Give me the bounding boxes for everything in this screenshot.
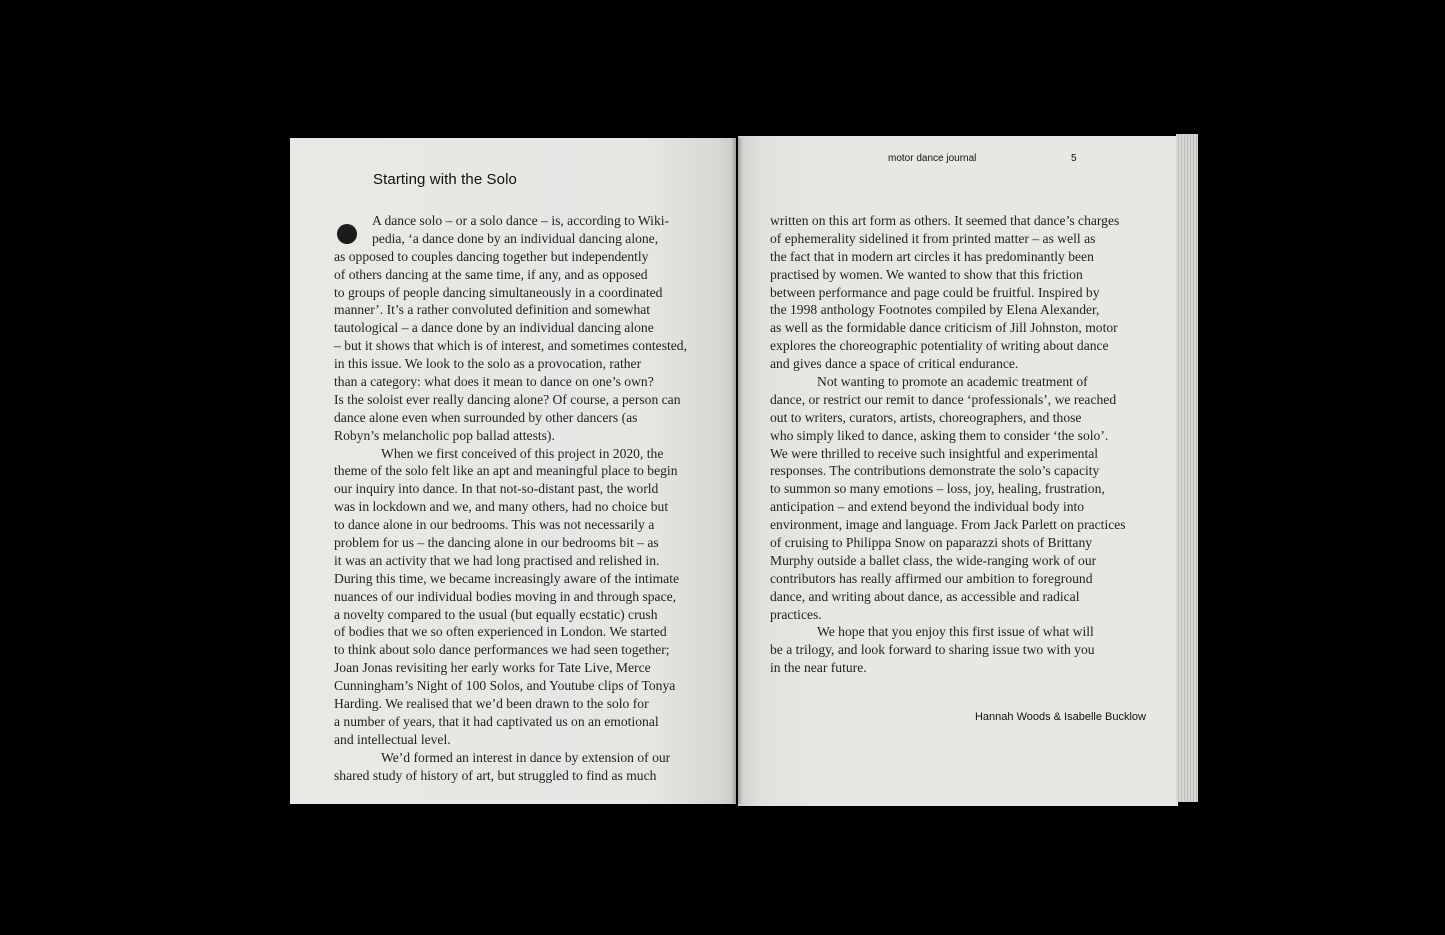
text-line: as opposed to couples dancing together but independently [334, 248, 649, 264]
text-line: We were thrilled to receive such insightful and experimental [770, 445, 1099, 461]
text-line: it was an activity that we had long practised and relished in. [334, 552, 660, 568]
left-body-text [334, 212, 687, 785]
text-line: Not wanting to promote an academic treatment of [817, 374, 1088, 390]
text-line: pedia, ‘a dance done by an individual dancing alone, [372, 230, 659, 246]
text-line: practices. [770, 606, 822, 622]
text-line: to groups of people dancing simultaneously in a coordinated [334, 284, 663, 300]
page-edges [1176, 134, 1198, 802]
text-line: practised by women. We wanted to show that this friction [770, 266, 1083, 282]
text-line: Cunningham’s Night of 100 Solos, and Youtube clips of Tonya [334, 678, 676, 694]
book-gutter [732, 138, 742, 804]
text-line: problem for us – the dancing alone in our bedrooms bit – as [334, 535, 659, 551]
text-line: responses. The contributions demonstrate the solo’s capacity [770, 463, 1100, 479]
text-line: in this issue. We look to the solo as a provocation, rather [334, 356, 642, 372]
right-page [738, 136, 1178, 806]
running-header: motor dance journal [888, 153, 977, 164]
right-body-text [770, 212, 1126, 677]
text-line: We hope that you enjoy this first issue of what will [817, 624, 1094, 640]
text-line: We’d formed an interest in dance by extension of our [381, 749, 671, 765]
text-line: manner’. It’s a rather convoluted definition and somewhat [334, 302, 651, 318]
text-line: theme of the solo felt like an apt and meaningful place to begin [334, 463, 678, 479]
text-line: During this time, we became increasingly aware of the intimate [334, 570, 680, 586]
text-line: to think about solo dance performances we had seen together; [334, 642, 670, 658]
text-line: of others dancing at the same time, if any, and as opposed [334, 266, 648, 282]
page-number: 5 [1071, 153, 1077, 164]
text-line: A dance solo – or a solo dance – is, according to Wiki- [372, 213, 670, 228]
text-line: When we first conceived of this project in 2020, the [381, 445, 664, 461]
text-line: Is the soloist ever really dancing alone? Of course, a person can [334, 391, 681, 407]
text-line: written on this art form as others. It seemed that dance’s charges [770, 213, 1120, 228]
text-line: contributors has really affirmed our ambition to foreground [770, 570, 1093, 586]
text-line: tautological – a dance done by an individual dancing alone [334, 320, 654, 336]
text-line: and intellectual level. [334, 731, 451, 747]
text-line: to summon so many emotions – loss, joy, healing, frustration, [770, 481, 1105, 497]
text-line: as well as the formidable dance criticism of Jill Johnston, motor [770, 320, 1118, 336]
text-line: of ephemerality sidelined it from printed matter – as well as [770, 230, 1096, 246]
text-line: Harding. We realised that we’d been drawn to the solo for [334, 696, 649, 712]
text-line: the fact that in modern art circles it has predominantly been [770, 248, 1094, 264]
text-line: the 1998 anthology Footnotes compiled by Elena Alexander, [770, 302, 1100, 318]
text-line: dance, and writing about dance, as accessible and radical [770, 588, 1080, 604]
text-line: our inquiry into dance. In that not-so-distant past, the world [334, 481, 659, 497]
text-line: of bodies that we so often experienced in London. We started [334, 624, 667, 640]
text-line: than a category: what does it mean to dance on one’s own? [334, 374, 654, 390]
text-line: Murphy outside a ballet class, the wide-ranging work of our [770, 552, 1097, 568]
text-line: was in lockdown and we, and many others, had no choice but [334, 499, 669, 515]
page-title: Starting with the Solo [373, 171, 517, 188]
text-line: between performance and page could be fruitful. Inspired by [770, 284, 1100, 300]
text-line: explores the choreographic potentiality of writing about dance [770, 338, 1109, 354]
text-line: a novelty compared to the usual (but equally ecstatic) crush [334, 606, 658, 622]
text-line: Joan Jonas revisiting her early works for Tate Live, Merce [334, 660, 651, 676]
text-line: out to writers, curators, artists, choreographers, and those [770, 409, 1082, 425]
text-line: Robyn’s melancholic pop ballad attests). [334, 427, 555, 443]
text-line: – but it shows that which is of interest, and sometimes contested, [334, 338, 688, 354]
text-line: who simply liked to dance, asking them to consider ‘the solo’. [770, 427, 1109, 443]
left-page [290, 138, 736, 804]
text-line: of cruising to Philippa Snow on paparazzi shots of Brittany [770, 535, 1093, 551]
text-line: environment, image and language. From Jack Parlett on practices [770, 517, 1126, 533]
text-line: and gives dance a space of critical endurance. [770, 356, 1019, 372]
text-line: in the near future. [770, 660, 867, 676]
text-line: be a trilogy, and look forward to sharing issue two with you [770, 642, 1095, 658]
text-line: nuances of our individual bodies moving in and through space, [334, 588, 677, 604]
text-line: dance, or restrict our remit to dance ‘professionals’, we reached [770, 391, 1117, 407]
text-line: a number of years, that it had captivated us on an emotional [334, 713, 659, 729]
text-line: shared study of history of art, but struggled to find as much [334, 767, 657, 783]
text-line: to dance alone in our bedrooms. This was not necessarily a [334, 517, 655, 533]
text-line: dance alone even when surrounded by other dancers (as [334, 409, 638, 425]
text-line: anticipation – and extend beyond the individual body into [770, 499, 1085, 515]
author-signature: Hannah Woods & Isabelle Bucklow [974, 711, 1146, 723]
